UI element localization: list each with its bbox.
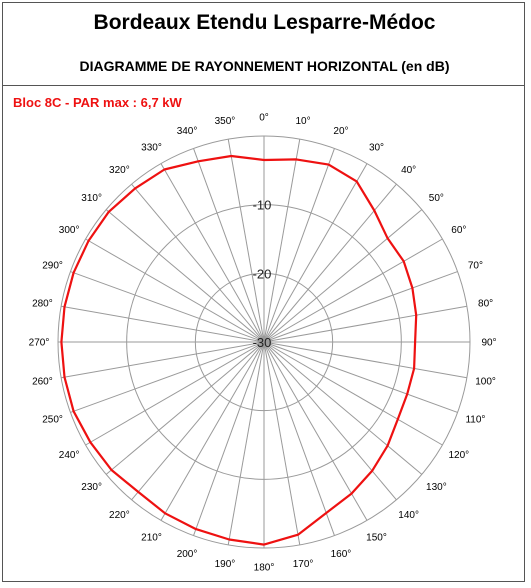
angle-label: 180°: [253, 562, 275, 574]
angle-label: 90°: [481, 337, 497, 349]
radial-tick-label: -20: [252, 266, 272, 282]
data-point: [297, 534, 299, 536]
angle-label: 110°: [465, 414, 486, 426]
data-point: [397, 419, 399, 421]
angle-label: 280°: [32, 298, 53, 310]
angle-label: 160°: [330, 548, 352, 560]
data-point: [88, 240, 90, 242]
data-point: [328, 164, 330, 166]
data-point: [414, 341, 416, 343]
angle-label: 130°: [426, 482, 447, 494]
angle-label: 250°: [42, 414, 63, 426]
data-point: [356, 181, 358, 183]
data-point: [134, 188, 136, 190]
angle-label: 140°: [398, 509, 419, 521]
angle-label: 320°: [109, 165, 130, 177]
angle-label: 270°: [28, 337, 50, 349]
data-point: [64, 306, 66, 308]
data-point: [406, 393, 408, 395]
data-point: [403, 261, 405, 263]
data-point: [230, 155, 232, 157]
data-point: [164, 169, 166, 171]
angle-label: 50°: [428, 192, 444, 204]
angle-label: 30°: [368, 142, 385, 154]
angle-label: 210°: [141, 532, 162, 544]
data-point: [90, 442, 92, 444]
angle-label: 20°: [333, 126, 349, 138]
data-point: [195, 528, 197, 530]
angle-label: 0°: [259, 112, 269, 124]
data-point: [164, 513, 166, 515]
angle-label: 80°: [478, 298, 494, 310]
angle-label: 40°: [401, 165, 417, 177]
angle-label: 150°: [366, 532, 387, 544]
data-point: [387, 445, 389, 447]
data-point: [64, 376, 66, 378]
data-point: [351, 493, 353, 495]
data-point: [387, 238, 389, 240]
angle-label: 190°: [214, 559, 236, 571]
angle-label: 70°: [467, 260, 483, 272]
data-point: [412, 287, 414, 289]
angle-label: 240°: [58, 450, 80, 461]
angle-label: 170°: [292, 559, 314, 571]
angle-label: 340°: [176, 126, 198, 138]
data-point: [374, 210, 376, 212]
angle-label: 330°: [141, 142, 162, 154]
data-point: [73, 272, 75, 274]
data-point: [73, 411, 75, 413]
angle-label: 350°: [214, 115, 236, 127]
data-point: [137, 491, 139, 493]
angle-label: 60°: [451, 225, 467, 236]
angle-label: 100°: [475, 376, 496, 388]
angle-label: 120°: [448, 450, 470, 461]
angle-label: 300°: [58, 225, 80, 236]
data-point: [295, 159, 297, 161]
chart-subtitle: DIAGRAMME DE RAYONNEMENT HORIZONTAL (en dB): [79, 58, 450, 74]
data-point: [263, 544, 265, 546]
data-point: [325, 512, 327, 514]
angle-label: 290°: [42, 260, 63, 272]
angle-label: 200°: [176, 548, 198, 560]
angle-label: 230°: [81, 482, 102, 494]
data-point: [197, 161, 199, 163]
data-point: [111, 469, 113, 471]
data-point: [413, 368, 415, 370]
chart-title: Bordeaux Etendu Lesparre-Médoc: [93, 11, 436, 34]
data-point: [263, 159, 265, 161]
data-point: [61, 341, 63, 343]
angle-label: 10°: [295, 115, 311, 127]
data-point: [371, 470, 373, 472]
data-point: [415, 314, 417, 316]
angle-label: 260°: [32, 376, 53, 388]
angle-label: 310°: [81, 192, 102, 204]
radial-tick-label: -10: [252, 197, 272, 213]
data-point: [108, 211, 110, 213]
series-label: Bloc 8C - PAR max : 6,7 kW: [13, 95, 182, 110]
radial-tick-label: -30: [252, 335, 272, 350]
angle-label: 220°: [109, 509, 130, 521]
data-point: [228, 539, 230, 541]
